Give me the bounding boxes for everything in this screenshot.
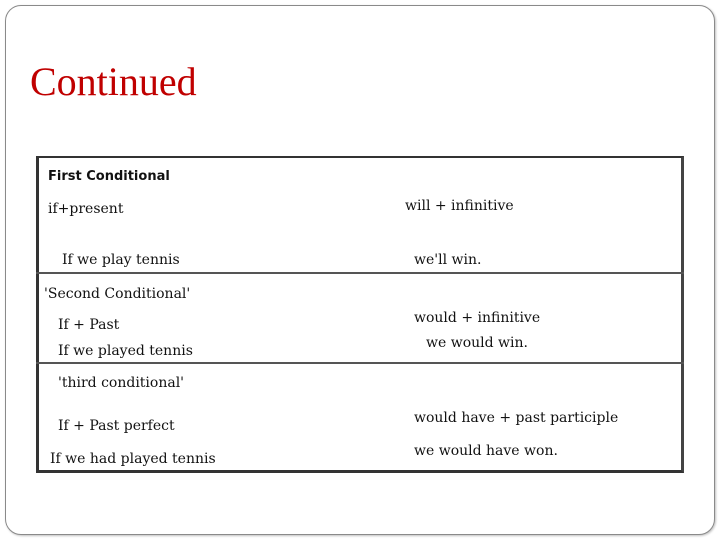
slide-title: Continued bbox=[30, 59, 197, 104]
first-conditional-right-formula: will + infinitive bbox=[405, 198, 514, 214]
first-conditional-heading: First Conditional bbox=[48, 169, 170, 184]
second-conditional-left-example: If we played tennis bbox=[58, 343, 193, 359]
third-conditional-left-formula: If + Past perfect bbox=[58, 418, 175, 434]
third-conditional-right-example: we would have won. bbox=[414, 443, 558, 459]
first-conditional-left-example: If we play tennis bbox=[62, 252, 180, 268]
third-conditional-heading: 'third conditional' bbox=[58, 375, 185, 391]
third-conditional-right-formula: would have + past participle bbox=[414, 410, 619, 426]
second-conditional-left-formula: If + Past bbox=[58, 317, 120, 333]
section-divider-2 bbox=[36, 362, 684, 364]
first-conditional-left-formula: if+present bbox=[48, 201, 124, 217]
first-conditional-right-example: we'll win. bbox=[414, 252, 482, 268]
second-conditional-right-formula: would + infinitive bbox=[414, 310, 541, 326]
second-conditional-heading: 'Second Conditional' bbox=[44, 286, 191, 302]
section-divider-1 bbox=[36, 272, 684, 274]
third-conditional-left-example: If we had played tennis bbox=[50, 451, 216, 467]
second-conditional-right-example: we would win. bbox=[426, 335, 528, 351]
